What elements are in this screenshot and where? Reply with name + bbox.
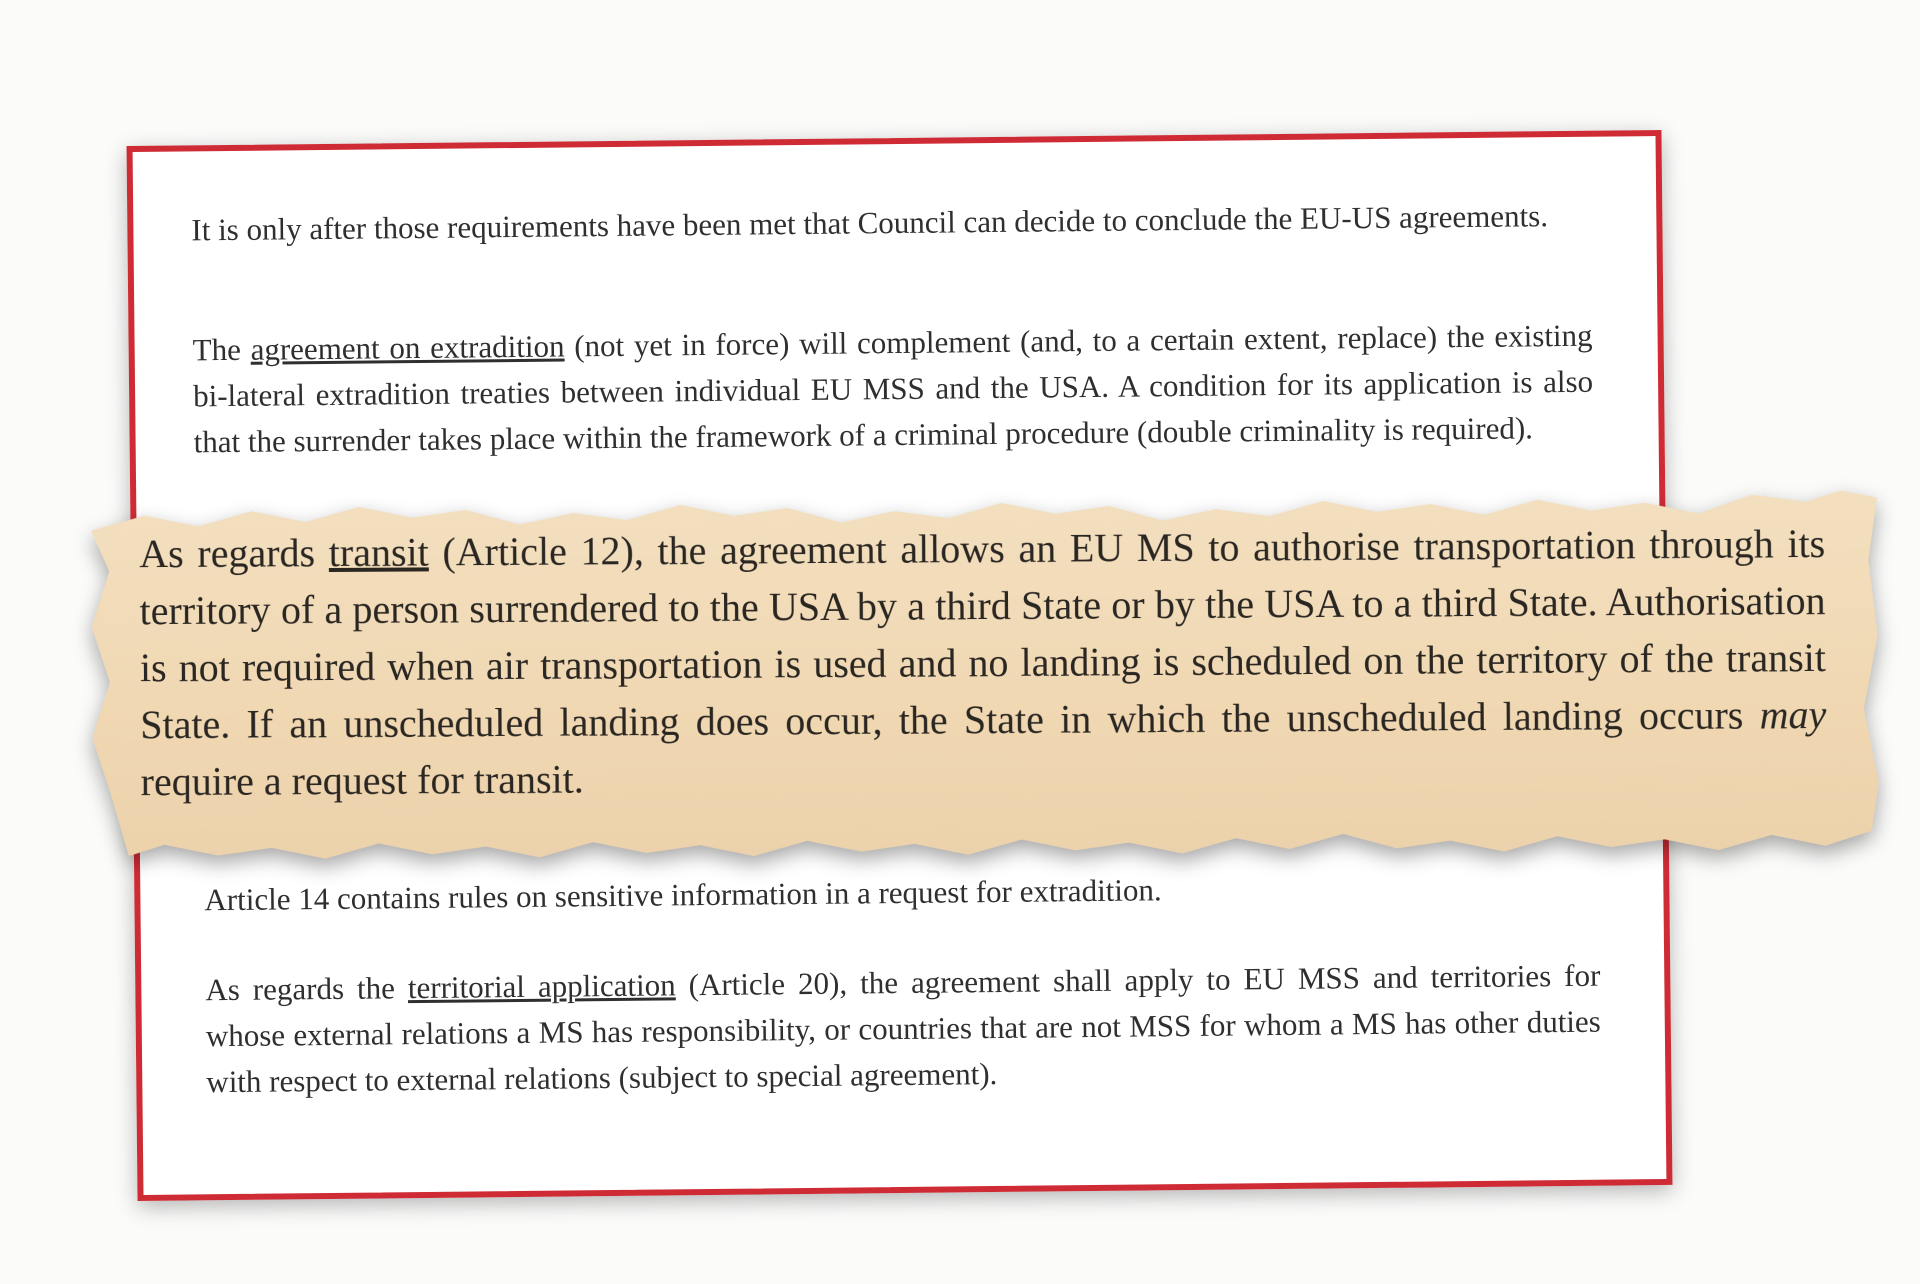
transit-link: transit: [328, 529, 429, 576]
paragraph-transit-end: require a request for transit.: [140, 756, 584, 805]
paragraph-transit-body: (Article 12), the agreement allows an EU MS to authorise transportation through its territory of a person surrendered to the USA by a third State or by the USA to a third State. Authorisation is not required when air transportation is used and no landing is scheduled on the territory of the transit State. If an unscheduled landing does occur, the State in which the unscheduled landing occurs: [139, 520, 1827, 748]
torn-paper-highlight: [91, 487, 1879, 868]
paragraph-extradition-body: (not yet in force) will complement (and, to a certain extent, replace) the existing bi-lateral extradition treaties between individual EU MSS and the USA. A condition for its application is also that the surrender takes place within the framework of a criminal procedure (double criminality is required).: [192, 317, 1594, 460]
paragraph-extradition-intro: The: [192, 331, 251, 368]
paragraph-transit: [139, 515, 1827, 810]
paragraph-council-decision: It is only after those requirements have been met that Council can decide to conclude the EU-US agreements.: [191, 198, 1549, 248]
paragraph-transit-intro: As regards: [139, 530, 329, 577]
paragraph-sensitive-information: Article 14 contains rules on sensitive information in a request for extradition.: [204, 872, 1162, 918]
territorial-application-link: territorial application: [407, 967, 676, 1006]
paragraph-territorial-body: (Article 20), the agreement shall apply to EU MSS and territories for whose external relations a MS has responsibility, or countries that are not MSS for whom a MS has other duties with respect to external relations (subject to special agreement).: [205, 957, 1601, 1100]
paragraph-transit-emphasis: may: [1759, 691, 1827, 738]
extradition-agreement-link: agreement on extradition: [250, 328, 565, 367]
paragraph-territorial-application: [205, 953, 1601, 1106]
paragraph-extradition: [192, 313, 1593, 466]
paragraph-territorial-intro: As regards the: [205, 970, 409, 1008]
